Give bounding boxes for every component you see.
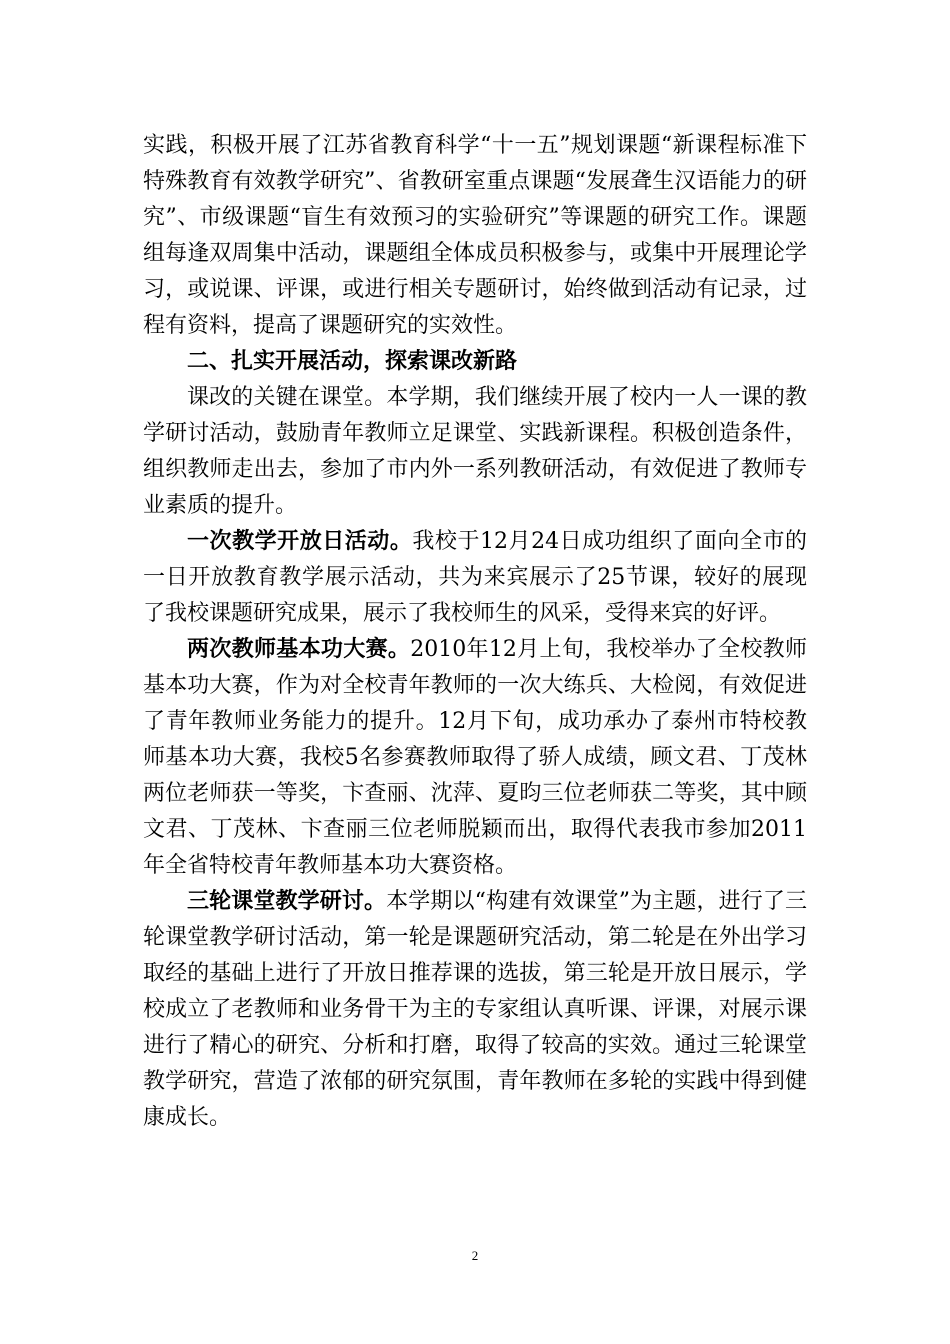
paragraph-intro: 实践，积极开展了江苏省教育科学“十一五”规划课题“新课程标准下特殊教育有效教学研究”、省教研室重点课题“发展聋生汉语能力的研究”、市级课题“盲生有效预习的实验研究”等课题的研究工作。课题组每逢双周集中活动，课题组全体成员积极参与，或集中开展理论学习，或说课、评课，或进行相关专题研讨，始终做到活动有记录，过程有资料，提高了课题研究的实效性。 — [143, 133, 807, 338]
paragraph-skills-contest — [143, 632, 807, 884]
teaching-seminar-body: 本学期以“构建有效课堂”为主题，进行了三轮课堂教学研讨活动，第一轮是课题研究活动，第二轮是在外出学习取经的基础上进行了开放日推荐课的选拔，第三轮是开放日展示，学校成立了老教师和业务骨干为主的专家组认真听课、评课，对展示课进行了精心的研究、分析和打磨，取得了较高的实效。通过三轮课堂教学研究，营造了浓郁的研究氛围，青年教师在多轮的实践中得到健康成长。 — [143, 889, 807, 1130]
paragraph-teaching-seminar — [143, 884, 807, 1136]
open-day-body: 我校于12月24日成功组织了面向全市的一日开放教育教学展示活动，共为来宾展示了25节课，较好的展现了我校课题研究成果，展示了我校师生的风采，受得来宾的好评。 — [143, 529, 807, 626]
paragraph-open-day — [143, 524, 807, 632]
open-day-lead: 一次教学开放日活动。 — [187, 529, 413, 554]
section-heading: 二、扎实开展活动，探索课改新路 — [187, 349, 518, 374]
page-number: 2 — [471, 1248, 479, 1263]
paragraph-curriculum-reform: 课改的关键在课堂。本学期，我们继续开展了校内一人一课的教学研讨活动，鼓励青年教师立足课堂、实践新课程。积极创造条件，组织教师走出去，参加了市内外一系列教研活动，有效促进了教师专业素质的提升。 — [143, 385, 807, 518]
document-body — [143, 128, 807, 1136]
skills-contest-body: 2010年12月上旬，我校举办了全校教师基本功大赛，作为对全校青年教师的一次大练兵、大检阅，有效促进了青年教师业务能力的提升。12月下旬，成功承办了泰州市特校教师基本功大赛，我校5名参赛教师取得了骄人成绩，顾文君、丁茂林两位老师获一等奖，卞查丽、沈萍、夏昀三位老师获二等奖，其中顾文君、丁茂林、卞查丽三位老师脱颖而出，取得代表我市参加2011年全省特校青年教师基本功大赛资格。 — [143, 637, 807, 878]
skills-contest-lead: 两次教师基本功大赛。 — [187, 637, 411, 662]
teaching-seminar-lead: 三轮课堂教学研讨。 — [187, 889, 387, 914]
